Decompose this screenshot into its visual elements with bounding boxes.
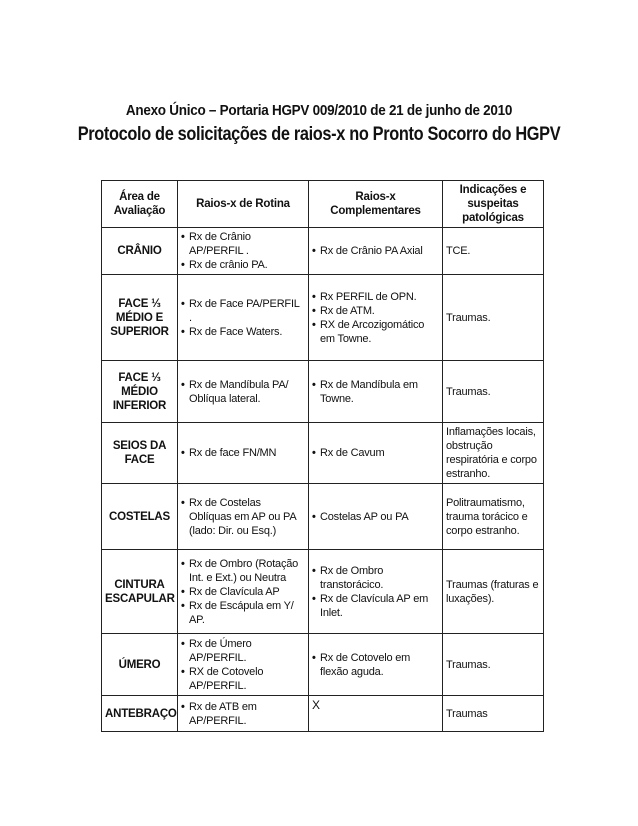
list-item: • Rx de crânio PA. [181,258,305,272]
complementares-cell [309,361,443,423]
column-header-rotina: Raios-x de Rotina [178,181,309,228]
area-cell: ANTEBRAÇO [102,696,178,732]
area-cell: FACE ⅓ MÉDIO INFERIOR [102,361,178,423]
rotina-cell [178,550,309,634]
table-row [102,228,544,275]
list-item: • Rx de Mandíbula PA/ Oblíqua lateral. [181,378,305,406]
list-item: • Rx de Costelas Oblíquas em AP ou PA (lado: Dir. ou Esq.) [181,496,305,538]
document-title: Protocolo de solicitações de raios-x no Pronto Socorro do HGPV [77,124,561,145]
table-row [102,696,544,732]
area-cell: COSTELAS [102,484,178,550]
rotina-cell [178,484,309,550]
list-item: • Rx de Ombro (Rotação Int. e Ext.) ou Neutra [181,557,305,585]
list-item: • Rx de ATB em AP/PERFIL. [181,700,305,728]
rotina-cell [178,228,309,275]
list-item: • Rx de face FN/MN [181,446,305,460]
complementares-cell [309,550,443,634]
complementares-cell [309,275,443,361]
area-cell: ÚMERO [102,634,178,696]
rotina-cell [178,423,309,484]
list-item: • Rx de Crânio PA Axial [312,244,439,258]
rotina-cell [178,634,309,696]
indicacoes-cell: Traumas. [443,275,544,361]
table-row [102,550,544,634]
rotina-cell [178,361,309,423]
list-item: • Rx de Mandíbula em Towne. [312,378,439,406]
protocol-table [101,180,544,732]
list-item: • Rx de Ombro transtorácico. [312,564,439,592]
list-item: • Rx de Cotovelo em flexão aguda. [312,651,439,679]
table-row [102,484,544,550]
column-header-area: Área de Avaliação [102,181,178,228]
list-item: • Rx de Crânio AP/PERFIL . [181,230,305,258]
table-row [102,361,544,423]
complementares-cell [309,634,443,696]
list-item: • Costelas AP ou PA [312,510,439,524]
indicacoes-cell: Traumas (fraturas e luxações). [443,550,544,634]
rotina-cell [178,696,309,732]
indicacoes-cell: Inflamações locais, obstrução respiratória e corpo estranho. [443,423,544,484]
document-header [0,102,638,146]
column-header-indicacoes: Indicações e suspeitas patológicas [443,181,544,228]
list-item: • Rx de Cavum [312,446,439,460]
list-item: • Rx de Úmero AP/PERFIL. [181,637,305,665]
table-row [102,634,544,696]
complementares-cell [309,228,443,275]
area-cell: SEIOS DA FACE [102,423,178,484]
area-cell: CRÂNIO [102,228,178,275]
indicacoes-cell: TCE. [443,228,544,275]
list-item: • Rx de Clavícula AP [181,585,305,599]
table-row [102,423,544,484]
indicacoes-cell: Traumas. [443,634,544,696]
indicacoes-cell: Politraumatismo, trauma torácico e corpo estranho. [443,484,544,550]
list-item: • Rx de Escápula em Y/ AP. [181,599,305,627]
complementares-cell [309,423,443,484]
complementares-cell: X [309,696,443,732]
complementares-cell [309,484,443,550]
table-row [102,275,544,361]
list-item: • Rx PERFIL de OPN. [312,290,439,304]
rotina-cell [178,275,309,361]
column-header-complementares: Raios-x Complementares [309,181,443,228]
list-item: • RX de Arcozigomático em Towne. [312,318,439,346]
area-cell: FACE ⅓ MÉDIO E SUPERIOR [102,275,178,361]
document-subtitle: Anexo Único – Portaria HGPV 009/2010 de 21 de junho de 2010 [125,102,513,119]
list-item: • Rx de Clavícula AP em Inlet. [312,592,439,620]
list-item: • Rx de ATM. [312,304,439,318]
indicacoes-cell: Traumas. [443,361,544,423]
list-item: • Rx de Face PA/PERFIL . [181,297,305,325]
list-item: • RX de Cotovelo AP/PERFIL. [181,665,305,693]
area-cell: CINTURA ESCAPULAR [102,550,178,634]
indicacoes-cell: Traumas [443,696,544,732]
table-header-row [102,181,544,228]
list-item: • Rx de Face Waters. [181,325,305,339]
